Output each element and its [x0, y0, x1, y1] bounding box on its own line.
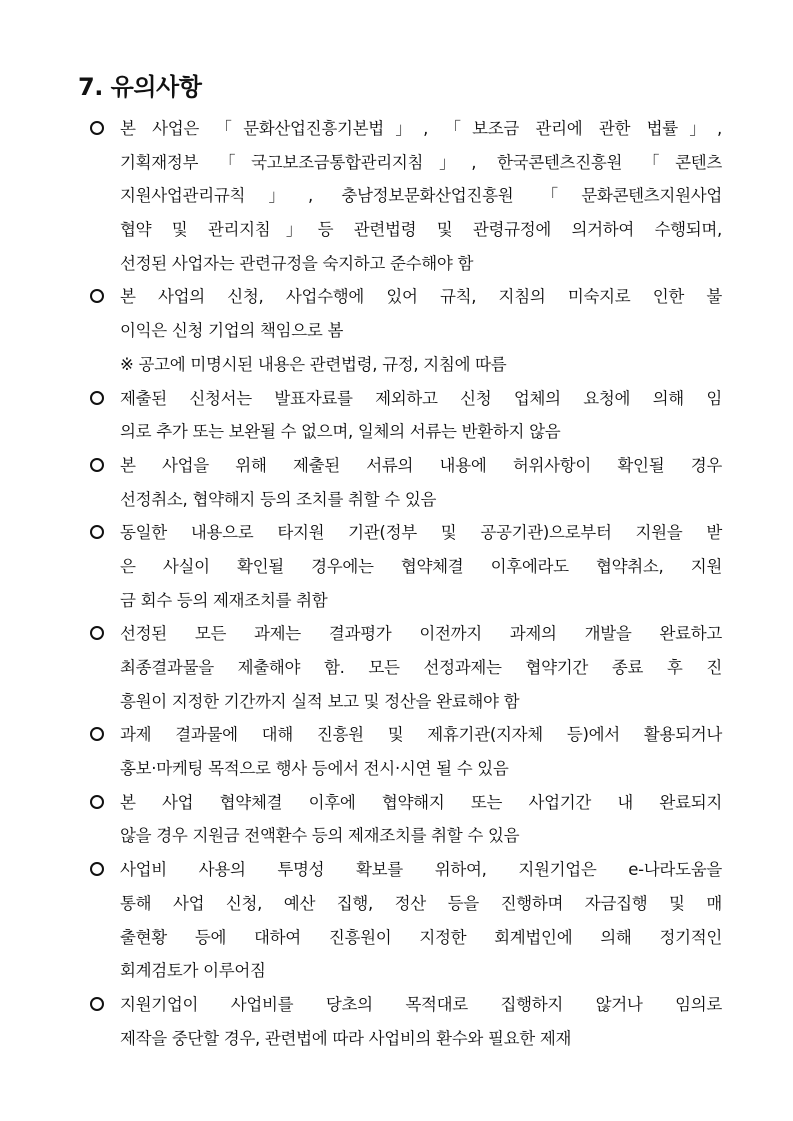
notice-text-line: 동일한 내용으로 타지원 기관(정부 및 공공기관)으로부터 지원을 받	[120, 523, 722, 543]
notice-item	[82, 853, 722, 988]
notice-text-line: 사업비 사용의 투명성 확보를 위하여, 지원기업은 e-나라도움을	[120, 860, 722, 880]
notice-text-line: 홍보·마케팅 목적으로 행사 등에서 전시·시연 될 수 있음	[120, 759, 509, 779]
circle-bullet-icon	[90, 795, 104, 809]
circle-bullet-icon	[90, 391, 104, 405]
notice-text-line: 지원사업관리규칙」, 충남정보문화산업진흥원 「문화콘텐츠지원사업	[120, 186, 722, 206]
notice-text-line: 협약 및 관리지침」등 관련법령 및 관령규정에 의거하여 수행되며,	[120, 220, 722, 240]
circle-bullet-icon	[90, 862, 104, 876]
notice-text-line: 제출된 신청서는 발표자료를 제외하고 신청 업체의 요청에 의해 임	[120, 388, 722, 408]
notice-item	[82, 718, 722, 785]
notice-text-line: 본 사업을 위해 제출된 서류의 내용에 허위사항이 확인될 경우	[120, 455, 722, 475]
notice-item	[82, 516, 722, 617]
circle-bullet-icon	[90, 525, 104, 539]
notice-remark: ※ 공고에 미명시된 내용은 관련법령, 규정, 지침에 따름	[120, 354, 507, 374]
notice-item	[82, 988, 722, 1055]
notice-item	[82, 382, 722, 449]
notice-text-line: 과제 결과물에 대해 진흥원 및 제휴기관(지자체 등)에서 활용되거나	[120, 725, 722, 745]
notice-text-line: 의로 추가 또는 보완될 수 없으며, 일체의 서류는 반환하지 않음	[120, 422, 561, 442]
circle-bullet-icon	[90, 121, 104, 135]
circle-bullet-icon	[90, 997, 104, 1011]
circle-bullet-icon	[90, 727, 104, 741]
notice-text-line: 기획재정부 「국고보조금통합관리지침」, 한국콘텐츠진흥원 「콘텐츠	[120, 152, 722, 172]
notice-text-line: 금 회수 등의 제재조치를 취함	[120, 590, 328, 610]
notice-item	[82, 112, 722, 280]
notice-item	[82, 280, 722, 381]
notice-text-line: 선정취소, 협약해지 등의 조치를 취할 수 있음	[120, 489, 437, 509]
notice-text-line: 본 사업 협약체결 이후에 협약해지 또는 사업기간 내 완료되지	[120, 792, 722, 812]
notice-text-line: 최종결과물을 제출해야 함. 모든 선정과제는 협약기간 종료 후 진	[120, 658, 722, 677]
notice-text-line: 지원기업이 사업비를 당초의 목적대로 집행하지 않거나 임의로	[120, 994, 722, 1014]
notice-text-line: 선정된 사업자는 관련규정을 숙지하고 준수해야 함	[120, 253, 474, 273]
notice-text-line: 본 사업은 「문화산업진흥기본법」, 「보조금 관리에 관한 법률」,	[120, 119, 722, 138]
notice-text-line: 선정된 모든 과제는 결과평가 이전까지 과제의 개발을 완료하고	[120, 624, 722, 644]
notice-item	[82, 786, 722, 853]
notice-text-line: 통해 사업 신청, 예산 집행, 정산 등을 진행하며 자금집행 및 매	[120, 893, 722, 913]
circle-bullet-icon	[90, 289, 104, 303]
notice-text-line: 출현황 등에 대하여 진흥원이 지정한 회계법인에 의해 정기적인	[120, 927, 722, 947]
notice-text-line: 회계검토가 이루어짐	[120, 961, 266, 981]
notice-text-line: 흥원이 지정한 기간까지 실적 보고 및 정산을 완료해야 함	[120, 691, 520, 711]
notice-text-line: 이익은 신청 기업의 책임으로 봄	[120, 321, 344, 341]
notice-item	[82, 449, 722, 516]
notice-list	[82, 112, 722, 1055]
circle-bullet-icon	[90, 626, 104, 640]
notice-item	[82, 617, 722, 718]
notice-text-line: 제작을 중단할 경우, 관련법에 따라 사업비의 환수와 필요한 제재	[120, 1028, 572, 1048]
circle-bullet-icon	[90, 458, 104, 472]
section-heading: 7. 유의사항	[78, 73, 202, 101]
notice-text-line: 않을 경우 지원금 전액환수 등의 제재조치를 취할 수 있음	[120, 826, 520, 846]
notice-text-line: 은 사실이 확인될 경우에는 협약체결 이후에라도 협약취소, 지원	[120, 556, 722, 576]
notice-text-line: 본 사업의 신청, 사업수행에 있어 규칙, 지침의 미숙지로 인한 불	[120, 287, 722, 307]
